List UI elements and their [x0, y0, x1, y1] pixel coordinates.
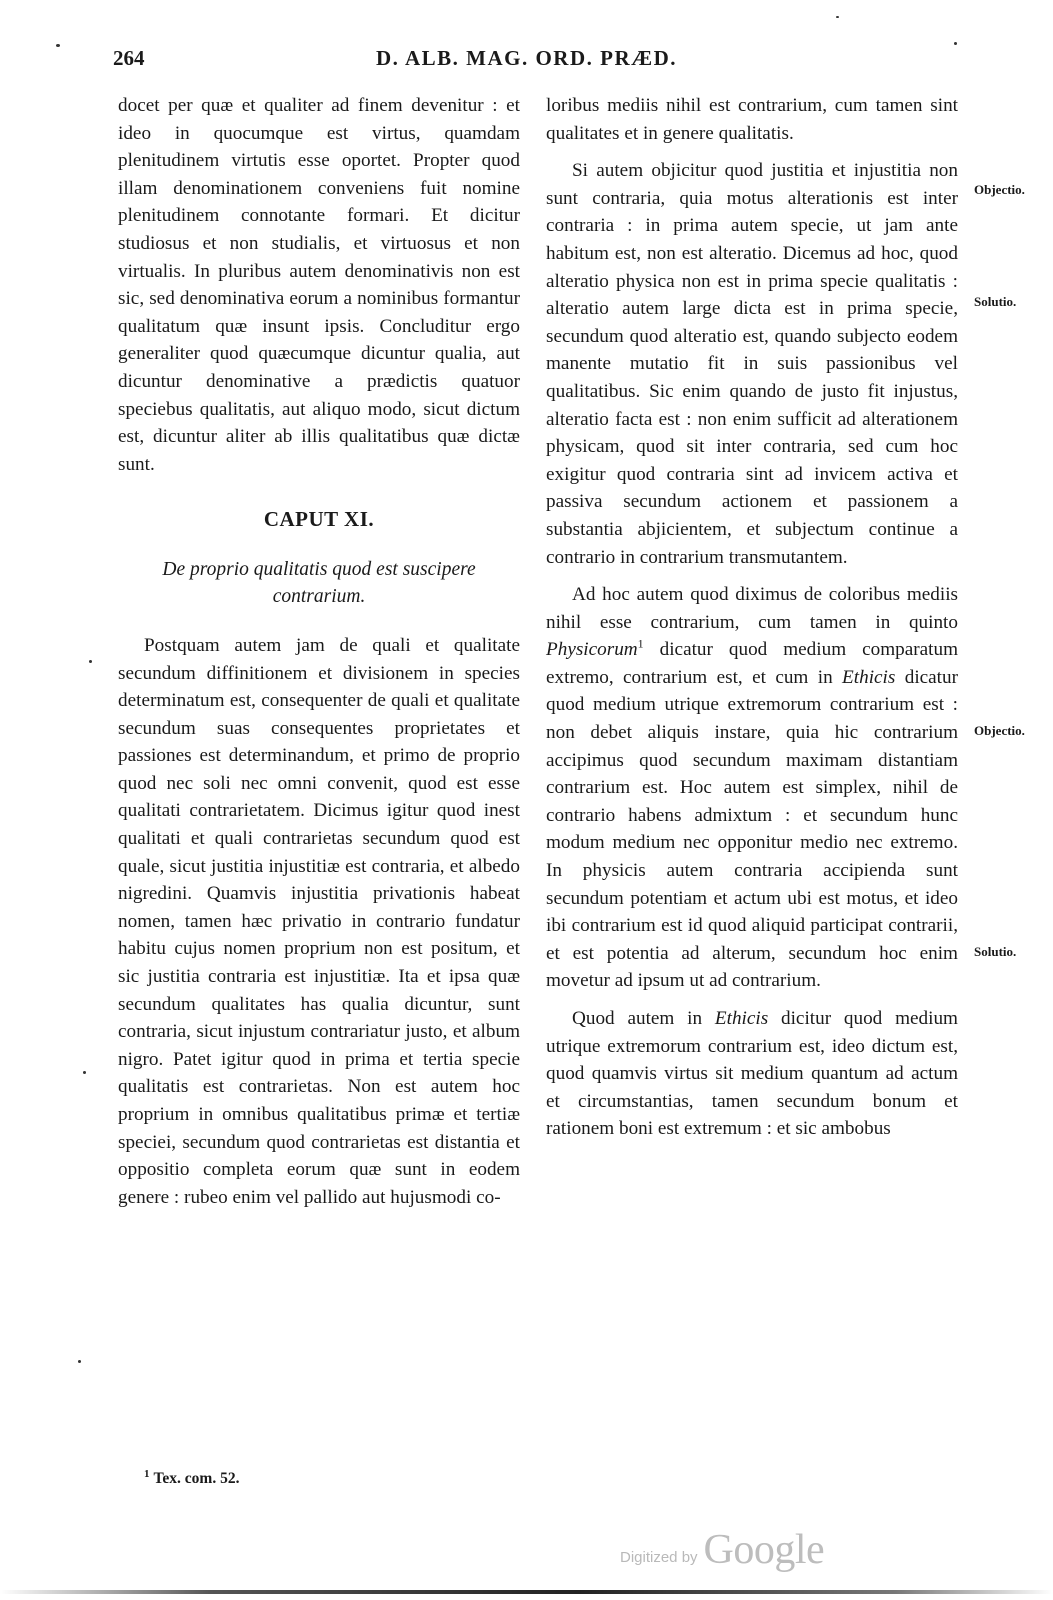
- chapter-subtitle: De proprio qualitatis quod est suscipere contrarium.: [162, 558, 476, 607]
- scan-speck: [954, 42, 957, 45]
- scan-speck: [56, 44, 60, 47]
- left-column: [118, 92, 520, 1211]
- right-column: [546, 92, 958, 1143]
- margin-note-solutio: Solutio.: [974, 294, 1017, 309]
- page-number: 264: [113, 46, 145, 70]
- margin-note-solutio: Solutio.: [974, 944, 1017, 959]
- scan-edge-line: [0, 1590, 1053, 1594]
- footnote: [144, 1468, 239, 1488]
- paragraph: Postquam autem jam de quali et qualitate secundum diffinitionem et divisionem in species determinatum est, consequenter de quali et qualitate secundum suas consequentes proprietates et passiones est determinandum, et primo de proprio quod nec soli nec omni convenit, quod est esse qualitati contrarietatem. Dicimus igitur quod inest qualitati et quali contrarietas secundum quod est quale, sicut justitia injustitiæ est contraria, et albedo nigredini. Quamvis injustitia privationis habeat nomen, tamen hæc privatio in contrario fundatur habitu cujus nomen proprium non est positum, et sic justitia contraria est injustitiæ. Ita et ipsa quæ secundum qualitates has qualia dicuntur, sunt contraria, sicut injustum contrariatur justo, et album nigro. Patet igitur quod in prima et tertia specie qualitatis est contrarietas. Non est autem hoc proprium in omnibus qualitatibus primæ et tertiæ speciei, secundum quod contrarietas est distantia et oppositio completa eorum quæ sunt in eodem genere : rubeo enim vel pallido aut hujusmodi co-: [118, 634, 520, 1208]
- chapter-heading: CAPUT XI.: [263, 507, 375, 532]
- digitized-watermark: [620, 1526, 824, 1574]
- work-title: Ethicis: [842, 666, 896, 688]
- margin-note-objectio: Objectio.: [974, 182, 1025, 197]
- footnote-text: Tex. com. 52.: [153, 1470, 240, 1488]
- work-title: Physicorum: [546, 639, 638, 661]
- text-run: dicatur quod medium comparatum extremo, contrarium est, et cum in: [546, 639, 958, 688]
- google-logo: Google: [703, 1527, 825, 1573]
- paragraph: [546, 581, 958, 995]
- scan-speck: [83, 1071, 86, 1074]
- text-run: dicatur quod medium utrique extremorum contrarium est : non debet aliquis instare, quia hic contrarium accipimus quod secundum maximam distantiam contrarium est. Hoc autem est simplex, nihil de contrario habens admixtum : et secundum hunc modum medium nec opponitur medio nec extremo. In physicis autem contraria accipienda sunt secundum potentiam et actum ubi est motus, et ideo ibi contrarium est id quod aliquid participat contrarii, et est potentia ad alterum, secundum hoc enim movetur ad ipsum ut ad contrarium.: [546, 666, 958, 992]
- paragraph: docet per quæ et qualiter ad finem devenitur : et ideo in quocumque est virtus, quamdam plenitudinem virtutis esse oportet. Propter quod illam denominationem conveniens fuit nomine plenitudinem connotante formari. Et dicitur studiosus et non studialis, et virtuosus et non virtualis. In pluribus autem denominativis non est sic, sed denominativa eorum a nominibus formantur qualitatum quæ insunt ipsis. Concluditur ergo generaliter quod quæcumque dicuntur qualia, aut dicuntur denominative a prædictis quatuor speciebus qualitatis, aut aliquo modo, sicut dictum est, dicuntur aliter ab illis qualitatibus quæ dictæ sunt.: [118, 95, 520, 475]
- page-header: [0, 46, 1053, 78]
- footnote-marker: 1: [144, 1468, 150, 1480]
- scan-speck: [89, 660, 92, 663]
- text-run: Ad hoc autem quod diximus de coloribus mediis nihil esse contrarium, cum tamen in quinto: [546, 584, 958, 633]
- digitized-by-label: Digitized by: [620, 1549, 698, 1566]
- text-run: Quod autem in: [572, 1008, 715, 1029]
- paragraph: loribus mediis nihil est contrarium, cum tamen sint qualitates et in genere qualitatis.: [546, 95, 958, 144]
- scan-speck: [836, 16, 839, 18]
- text-run: dicitur quod medium utrique extremorum contrarium est, ideo dictum est, quod quamvis virtus sit medium quantum ad actum et circumstantias, tamen secundum bonum et rationem boni est extremum : et sic ambobus: [546, 1008, 958, 1140]
- paragraph: [546, 1005, 958, 1143]
- running-title: D. ALB. MAG. ORD. PRÆD.: [375, 46, 678, 70]
- margin-note-objectio: Objectio.: [974, 723, 1025, 738]
- paragraph: Si autem objicitur quod justitia et injustitia non sunt contraria, quia motus alterationis est inter contraria : in prima autem specie, ut jam ante habitum est, non est alteratio. Dicemus ad hoc, quod alteratio physica non est in prima specie qualitatis : alteratio autem large dicta est in prima specie, secundum quod alteratio est, quando subjecto eodem manente mutatio fit in suis passionibus vel qualitatibus. Sic enim quando de justo fit injustus, alteratio facta est : non enim sufficit ad alterationem physicam, quod sit inter contraria, sed cum hoc exigitur quod contraria sint ad invicem activa et passiva secundum actionem et passionem a substantia abjicientem, et subjectum continue a contrario in contrarium transmutantem.: [546, 160, 958, 568]
- work-title: Ethicis: [714, 1008, 769, 1029]
- scan-speck: [78, 1360, 81, 1363]
- footnote-reference: 1: [637, 636, 644, 651]
